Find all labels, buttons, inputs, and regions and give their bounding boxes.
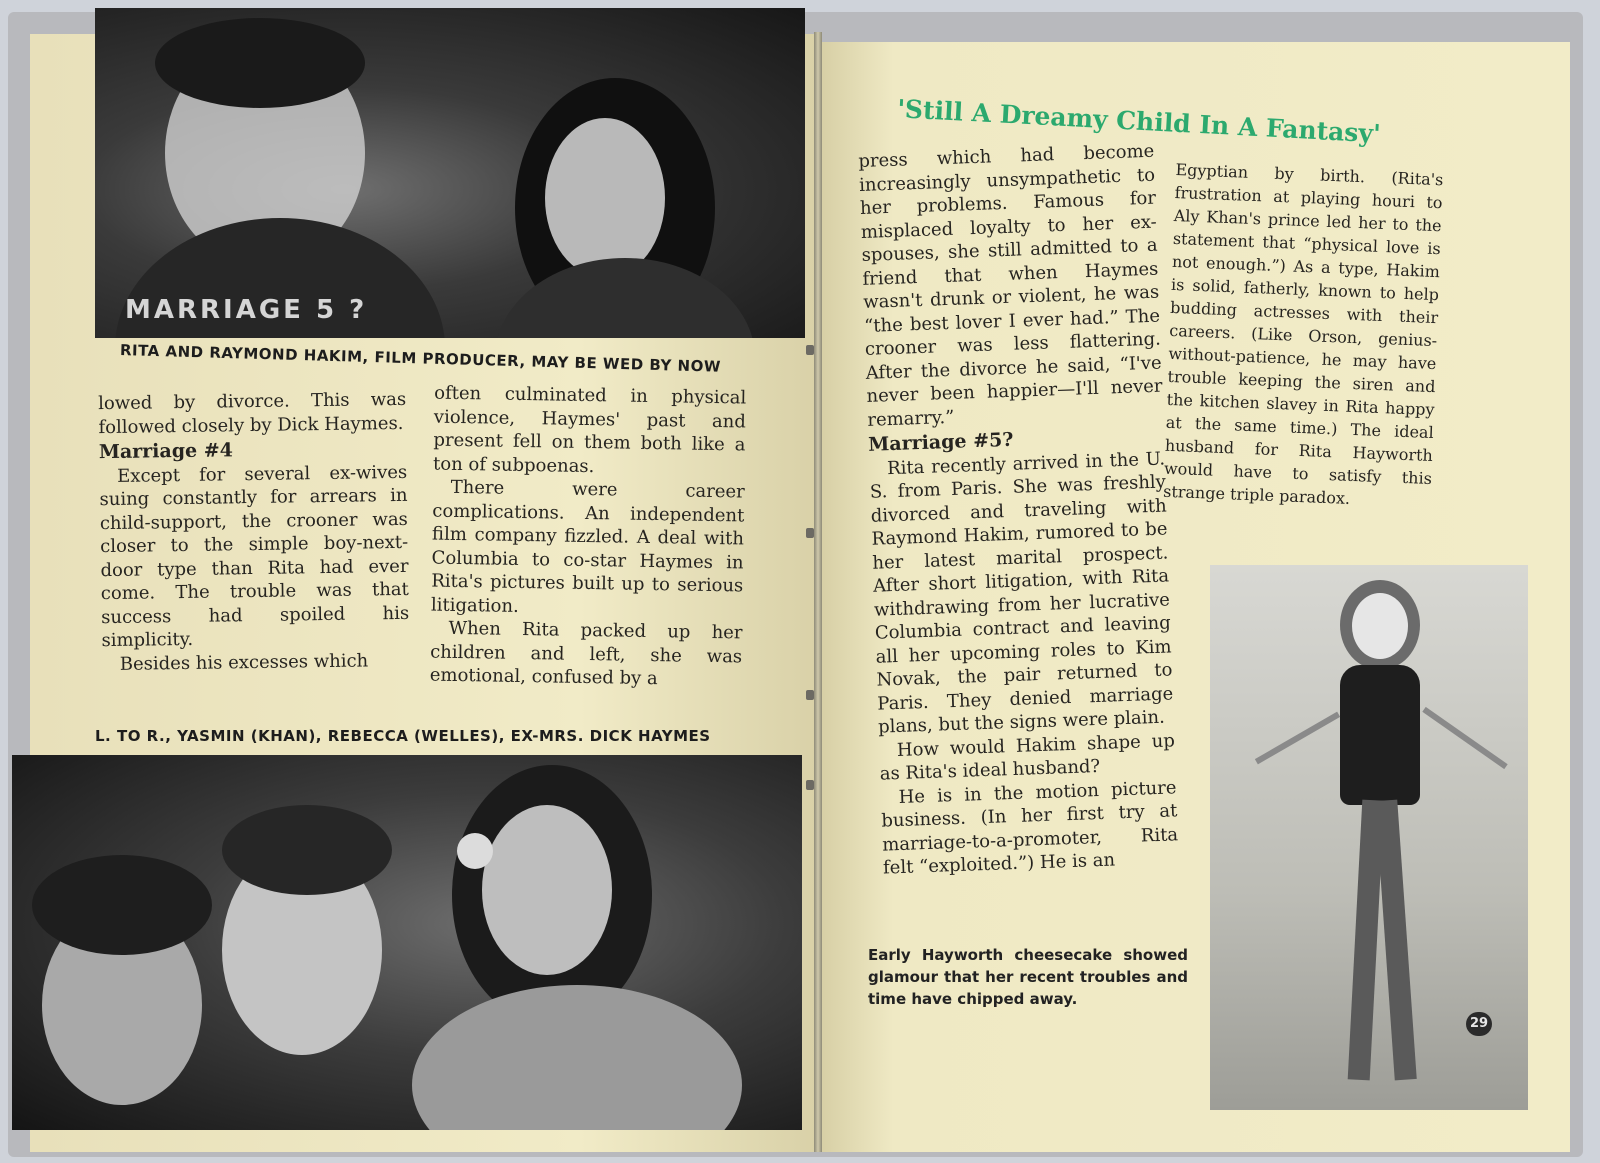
paragraph: press which had become increasingly unsympathetic to her problems. Famous for misplaced loyalty to her ex-spouses, she still admitted to a friend that when Haymes wasn't drunk or violent, he was “the best lover I ever had.” The crooner was less flattering. After the divorce he said, “I've never been happier—I'll never remarry.” [858, 140, 1163, 431]
spine [814, 32, 822, 1152]
left-column-2 [430, 382, 747, 692]
staple [806, 345, 814, 355]
left-column-1 [98, 388, 410, 676]
marriage-4-heading: Marriage #4 [98, 439, 234, 464]
right-column-2 [1163, 158, 1444, 513]
pinup-arm-shape [1422, 707, 1507, 769]
pinup-swimsuit-shape [1340, 665, 1420, 805]
top-photo [95, 8, 805, 338]
paragraph: Egyptian by birth. (Rita's frustration at playing houri to Aly Khan's prince led her to the statement that “physical love is not enough.”) As a type, Hakim is solid, fatherly, known to help budding actresses with their careers. (Like Orson, genius-without-patience, he may have trouble keeping the siren and the kitchen slavey in Rita happy at the same time.) The ideal husband for Rita Hayworth would have to satisfy this strange triple paradox. [1162, 159, 1444, 508]
article-headline: 'Still A Dreamy Child In A Fantasy' [896, 94, 1382, 149]
woman-face-shape [545, 118, 665, 278]
top-photo-caption: RITA AND RAYMOND HAKIM, FILM PRODUCER, MAY BE WED BY NOW [119, 341, 722, 376]
woman-face-shape [482, 805, 612, 975]
pinup-face-shape [1352, 593, 1408, 659]
page-number: 29 [1466, 1012, 1492, 1036]
paragraph: often culminated in physical violence, Haymes' past and present fell on them both like a ton of subpoenas. [432, 382, 747, 477]
woman-coat-shape [412, 985, 742, 1130]
right-column-1 [858, 140, 1179, 880]
paragraph: Except for several ex-wives suing constantly for arrears in child-support, the crooner was closer to the simple boy-next-door type than Rita had ever come. The trouble was that success had spoiled his simplicity. [99, 461, 410, 652]
staple [806, 528, 814, 538]
paragraph: Besides his excesses which [119, 649, 369, 675]
bottom-photo [12, 755, 802, 1130]
man-hair-shape [155, 18, 365, 108]
marriage-5-overlay-title: MARRIAGE 5 ? [125, 295, 368, 325]
pinup-leg-shape [1375, 800, 1416, 1081]
paragraph: There were career complications. An independent film company fizzled. A deal with Columbia to co-star Haymes in Rita's pictures built up to serious litigation. [430, 476, 745, 617]
pinup-caption: Early Hayworth cheesecake showed glamour that her recent troubles and time have chipped away. [868, 946, 1188, 1008]
child-hair-shape [32, 855, 212, 955]
staple [806, 780, 814, 790]
pinup-arm-shape [1255, 712, 1340, 765]
bottom-photo-caption: L. TO R., YASMIN (KHAN), REBECCA (WELLES), EX-MRS. DICK HAYMES [95, 727, 711, 745]
boy-hat-shape [222, 805, 392, 895]
paragraph: Rita recently arrived in the U. S. from Paris. She was freshly divorced and traveling with Raymond Hakim, rumored to be her latest marital prospect. After short litigation, with Rita withdrawing from her lucrative Columbia contract and leaving all her upcoming roles to Kim Novak, the pair returned to Paris. They denied marriage plans, but the signs were plain. [869, 447, 1174, 738]
staple [806, 690, 814, 700]
paragraph: How would Hakim shape up as Rita's ideal husband? [879, 729, 1176, 785]
paragraph: lowed by divorce. This was followed closely by Dick Haymes. [98, 388, 407, 438]
paragraph: He is in the motion picture business. (In her first try at marriage-to-a-promoter, Rita felt “exploited.”) He is an [881, 776, 1179, 879]
car-light-shape [457, 833, 493, 869]
marriage-5-heading: Marriage #5? [867, 428, 1014, 456]
paragraph: When Rita packed up her children and left, she was emotional, confused by a [429, 617, 743, 690]
